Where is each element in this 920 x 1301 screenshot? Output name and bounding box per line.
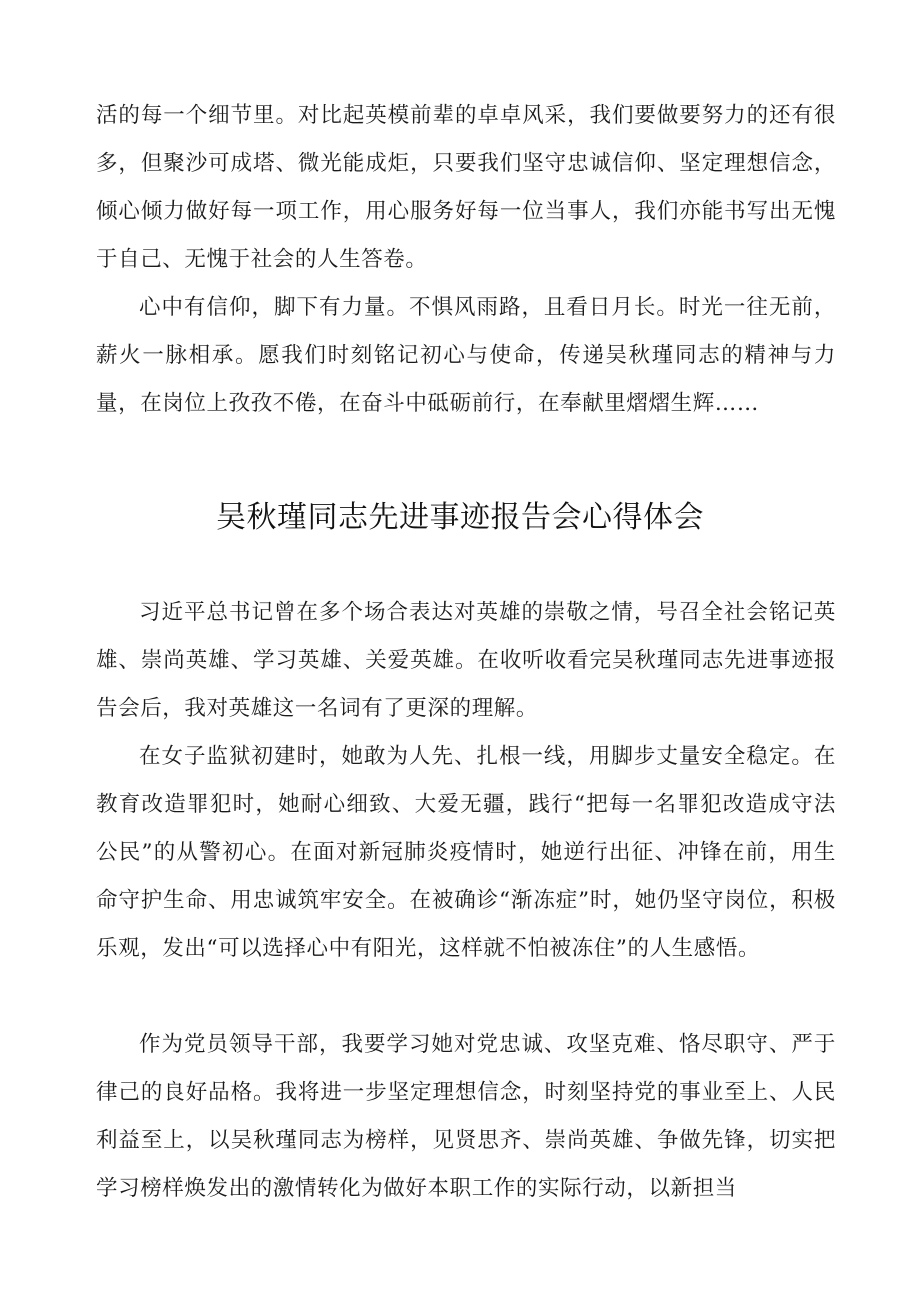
continued-paragraph: 活的每一个细节里。对比起英模前辈的卓卓风采，我们要做要努力的还有很多，但聚沙可成塔、微光能成炬，只要我们坚守忠诚信仰、坚定理想信念，倾心倾力做好每一项工作，用心服务好每一位当事人，我们亦能书写出无愧于自己、无愧于社会的人生答卷。: [96, 103, 836, 272]
closing-paragraph: 心中有信仰，脚下有力量。不惧风雨路，且看日月长。时光一往无前，薪火一脉相承。愿我们时刻铭记初心与使命，传递吴秋瑾同志的精神与力量，在岗位上孜孜不倦，在奋斗中砥砺前行，在奉献里熠熠生辉……: [96, 295, 836, 416]
body-paragraph-3: 作为党员领导干部，我要学习她对党忠诚、攻坚克难、恪尽职守、严于律己的良好品格。我将进一步坚定理想信念，时刻坚持党的事业至上、人民利益至上，以吴秋瑾同志为榜样，见贤思齐、崇尚英雄、争做先锋，切实把学习榜样焕发出的激情转化为做好本职工作的实际行动，以新担当: [96, 1032, 836, 1201]
body-paragraph-2: 在女子监狱初建时，她敢为人先、扎根一线，用脚步丈量安全稳定。在教育改造罪犯时，她耐心细致、大爱无疆，践行“把每一名罪犯改造成守法公民”的从警初心。在面对新冠肺炎疫情时，她逆行出征、冲锋在前，用生命守护生命、用忠诚筑牢安全。在被确诊“渐冻症”时，她仍坚守岗位，积极乐观，发出“可以选择心中有阳光，这样就不怕被冻住”的人生感悟。: [96, 744, 836, 961]
document-title: 吴秋瑾同志先进事迹报告会心得体会: [216, 500, 704, 535]
body-paragraph-1: 习近平总书记曾在多个场合表达对英雄的崇敬之情，号召全社会铭记英雄、崇尚英雄、学习英雄、关爱英雄。在收听收看完吴秋瑾同志先进事迹报告会后，我对英雄这一名词有了更深的理解。: [96, 600, 836, 721]
